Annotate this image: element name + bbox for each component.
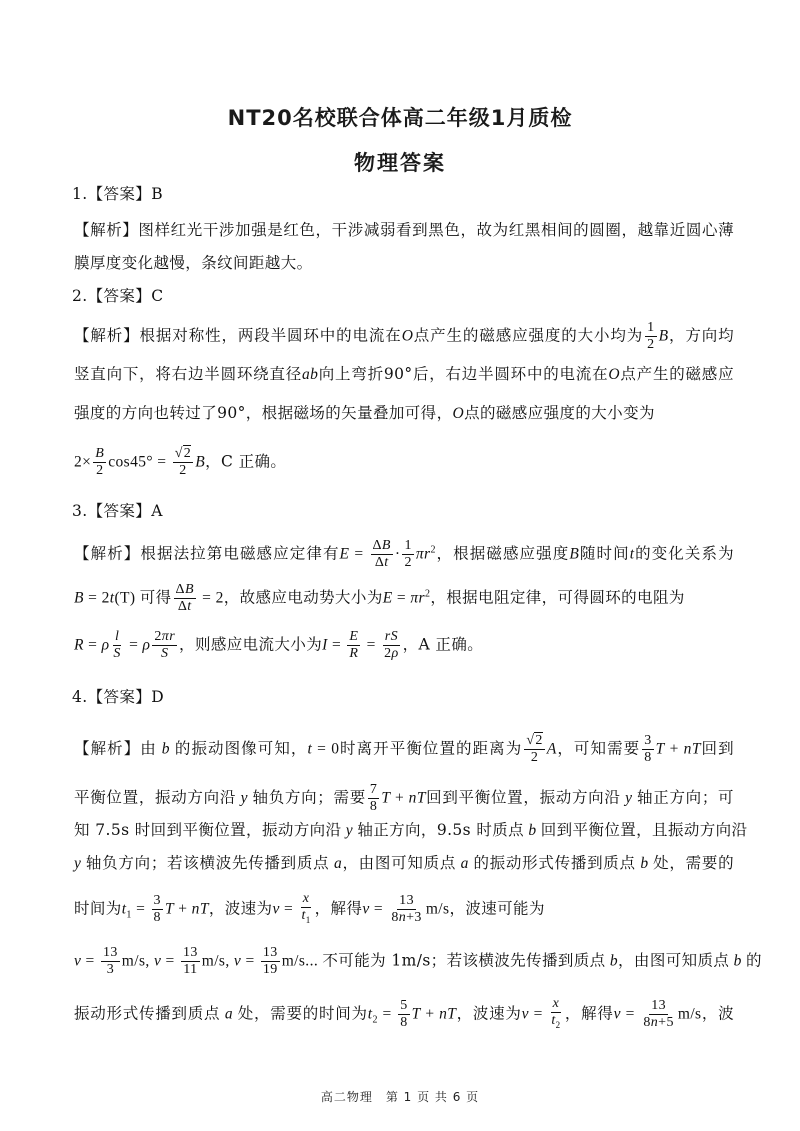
- q4-explanation-line4: y 轴负方向；若该横波先传播到质点 a，由图可知质点 a 的振动形式传播到质点 b 处，需要的: [74, 854, 734, 872]
- q4-explanation-line7: 振动形式传播到质点 a 处，需要的时间为$t_2$ = $\frac{5}{8}$ T + nT，波速为v = $\frac{x}{t_2}$ ，解得v = $\frac{13}{8n+5}$ m/s，波: [74, 996, 734, 1030]
- page-footer: 高二物理 第 1 页 共 6 页: [320, 1090, 480, 1104]
- q2-explanation-line1: 【解析】根据对称性，两段半圆环中的电流在O点产生的磁感应强度的大小均为 $\frac{1}{2}$ B，方向均: [74, 320, 734, 352]
- q4-explanation-line1: 【解析】由 b 的振动图像可知，t = 0时离开平衡位置的距离为 $\frac{√2}{2}$ A，可知需要 $\frac{3}{8}$ T + nT回到: [74, 733, 734, 765]
- q3-explanation-line3: R = ρ $\frac{l}{S}$ = ρ $\frac{2\pi r}{S}$ ，则感应电流大小为I = $\frac{E}{R}$ = $\frac{rS}{2\rho}$ ，A 正确。: [74, 629, 484, 661]
- page-subtitle: 物理答案: [354, 151, 446, 175]
- q4-explanation-line6: v = $\frac{13}{3}$ m/s, v = $\frac{13}{11}$ m/s, v = $\frac{13}{19}$ m/s... 不可能为 1m/s；若该横波先传播到质点 b，由图可知质点 b 的: [74, 945, 762, 977]
- q3-explanation-line1: 【解析】根据法拉第电磁感应定律有E = $\frac{\Delta B}{\Delta t}$ · $\frac{1}{2}$ $\pi r^2$，根据磁感应强度B随时间t的变化关系为: [74, 538, 735, 570]
- q4-explanation-line3: 知 7.5s 时回到平衡位置，振动方向沿 y 轴正方向，9.5s 时质点 b 回到平衡位置，且振动方向沿: [74, 821, 748, 839]
- q3-explanation-line2: B = 2t(T) 可得 $\frac{\Delta B}{\Delta t}$ = 2，故感应电动势大小为$E = \pi r^2$，根据电阻定律，可得圆环的电阻为: [74, 582, 685, 614]
- q4-explanation-line2: 平衡位置，振动方向沿 y 轴负方向；需要 $\frac{7}{8}$ T + nT回到平衡位置，振动方向沿 y 轴正方向；可: [74, 782, 734, 814]
- page-title: NT20名校联合体高二年级1月质检: [227, 106, 573, 130]
- q4-explanation-line5: 时间为$t_1$ = $\frac{3}{8}$ T + nT，波速为v = $\frac{x}{t_1}$ ，解得v = $\frac{13}{8n+3}$ m/s，波速可能为: [74, 891, 545, 925]
- q2-explanation-line3: 强度的方向也转过了90°，根据磁场的矢量叠加可得，O点的磁感应强度的大小变为: [74, 404, 655, 422]
- q1-answer: 1.【答案】B: [72, 185, 163, 203]
- math-O: O: [401, 327, 414, 345]
- fraction-half: $\frac{1}{2}$: [647, 320, 655, 352]
- q1-explanation-line2: 膜厚度变化越慢，条纹间距越大。: [74, 254, 313, 272]
- q2-explanation-line2: 竖直向下，将右边半圆环绕直径ab向上弯折90°后，右边半圆环中的电流在O点产生的磁感应: [74, 365, 734, 383]
- q4-answer: 4.【答案】D: [72, 688, 165, 706]
- q1-explanation-line1: 【解析】图样红光干涉加强是红色，干涉减弱看到黑色，故为红黑相间的圆圈，越靠近圆心薄: [74, 221, 734, 239]
- q2-explanation-line4: 2× $\frac{B}{2}$ cos45° = $\frac{√2}{2}$ B，C 正确。: [74, 446, 287, 478]
- q3-answer: 3.【答案】A: [72, 502, 163, 520]
- q2-answer: 2.【答案】C: [72, 287, 164, 305]
